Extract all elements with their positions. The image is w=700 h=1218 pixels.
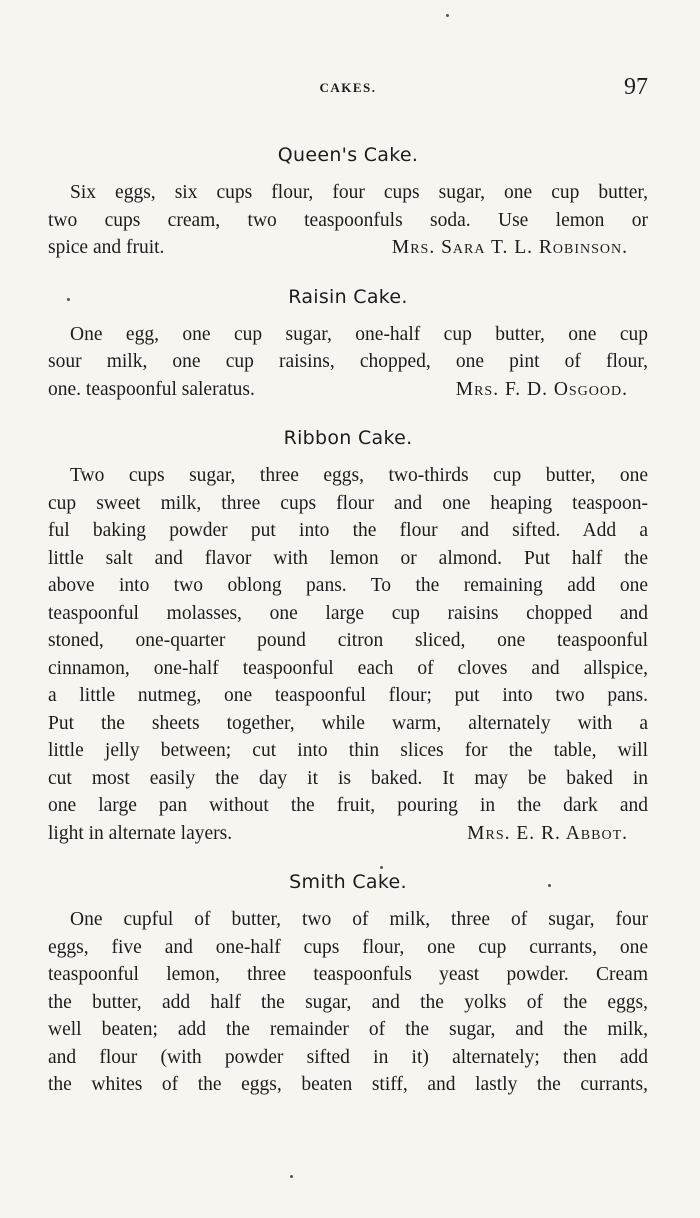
text-line: the butter, add half the sugar, and the yolks of the eggs, xyxy=(48,991,648,1013)
recipe-block xyxy=(48,286,648,404)
page-number: 97 xyxy=(624,74,648,100)
text-line-final xyxy=(48,820,648,848)
text-line: light in alternate layers. xyxy=(48,822,233,844)
text-line: little jelly between; cut into thin slices for the table, will xyxy=(48,740,648,761)
text-line: sour milk, one cup raisins, chopped, one pint of flour, xyxy=(48,351,648,372)
recipe-block xyxy=(48,871,648,1099)
recipe-attribution: Mrs. F. D. Osgood. xyxy=(455,378,628,400)
text-line: One egg, one cup sugar, one-half cup butter, one cup xyxy=(70,323,648,345)
text-line: two cups cream, two teaspoonfuls soda. Use lemon or xyxy=(48,209,648,231)
text-line-final xyxy=(48,376,648,404)
recipe-text xyxy=(48,906,648,1099)
text-line: cup sweet milk, three cups flour and one heaping teaspoon- xyxy=(48,492,648,514)
text-line: the whites of the eggs, beaten stiff, and lastly the currants, xyxy=(48,1074,648,1095)
text-line: above into two oblong pans. To the remaining add one xyxy=(48,575,648,596)
recipe-block xyxy=(48,144,648,262)
recipe-title: Ribbon Cake. xyxy=(283,427,413,449)
text-line: spice and fruit. xyxy=(48,237,165,258)
recipe-title: Queen's Cake. xyxy=(277,144,419,166)
text-line: Six eggs, six cups flour, four cups sugar, one cup butter, xyxy=(70,182,648,203)
text-line: teaspoonful lemon, three teaspoonfuls yeast powder. Cream xyxy=(48,964,648,985)
running-head: CAKES. xyxy=(319,80,377,95)
recipe-attribution: Mrs. E. R. Abbot. xyxy=(467,822,628,844)
text-line: eggs, five and one-half cups flour, one cup currants, one xyxy=(48,936,648,958)
text-line: cinnamon, one-half teaspoonful each of cloves and allspice, xyxy=(48,657,648,679)
text-line-final xyxy=(48,234,648,262)
text-line: one. teaspoonful saleratus. xyxy=(48,378,255,400)
page-header xyxy=(48,74,648,108)
text-line: One cupful of butter, two of milk, three of sugar, four xyxy=(70,909,648,930)
text-line: well beaten; add the remainder of the sugar, and the milk, xyxy=(48,1019,648,1040)
text-line: a little nutmeg, one teaspoonful flour; put into two pans. xyxy=(48,685,648,706)
text-line: Two cups sugar, three eggs, two-thirds cup butter, one xyxy=(70,465,648,486)
recipe-attribution: Mrs. Sara T. L. Robinson. xyxy=(391,237,628,258)
recipe-block xyxy=(48,427,648,847)
text-line: cut most easily the day it is baked. It may be baked in xyxy=(48,767,648,789)
text-line: teaspoonful molasses, one large cup raisins chopped and xyxy=(48,602,648,624)
text-line: little salt and flavor with lemon or almond. Put half the xyxy=(48,547,648,569)
recipe-text xyxy=(48,321,648,404)
recipe-title: Raisin Cake. xyxy=(288,285,408,308)
text-line: and flour (with powder sifted in it) alternately; then add xyxy=(48,1046,648,1068)
recipe-text xyxy=(48,179,648,262)
text-line: ful baking powder put into the flour and sifted. Add a xyxy=(48,520,648,541)
text-line: stoned, one-quarter pound citron sliced, one teaspoonful xyxy=(48,630,648,651)
recipe-title: Smith Cake. xyxy=(289,871,407,893)
text-line: Put the sheets together, while warm, alternately with a xyxy=(48,712,648,734)
text-line: one large pan without the fruit, pouring in the dark and xyxy=(48,795,648,816)
recipe-column xyxy=(48,144,648,1123)
recipe-text xyxy=(48,462,648,847)
